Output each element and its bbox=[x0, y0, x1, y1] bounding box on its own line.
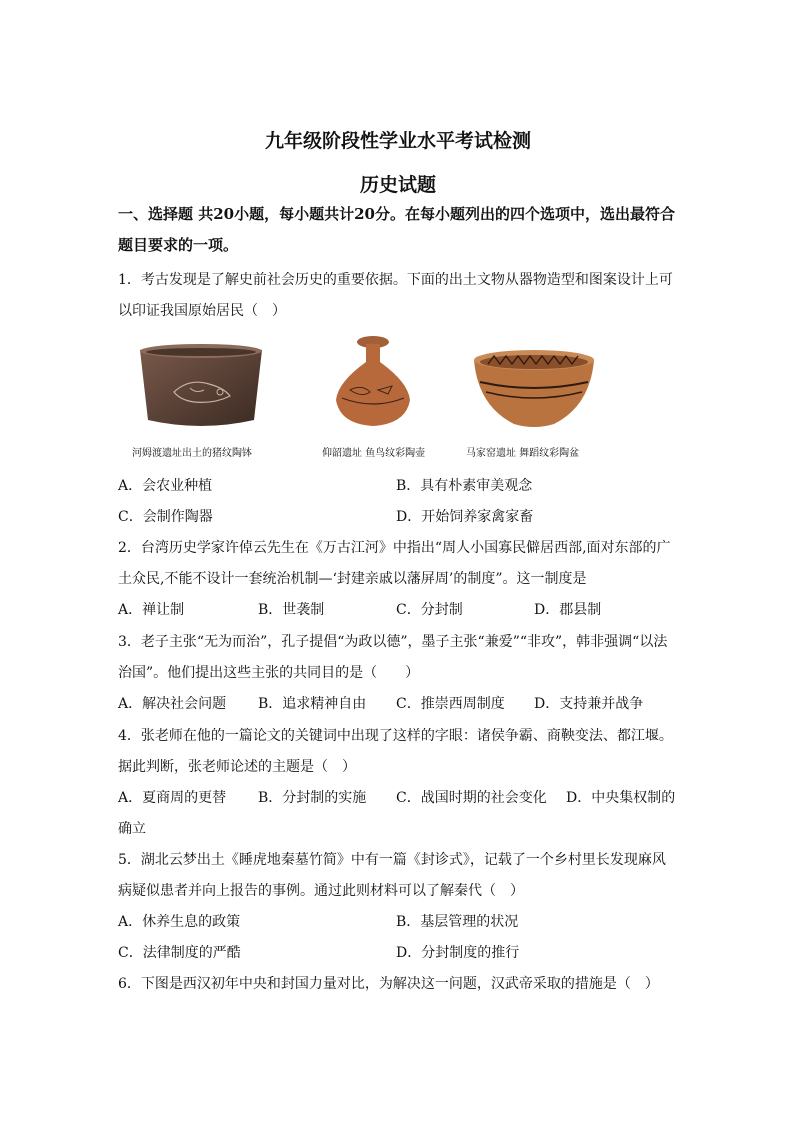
question-5-stem: 5．湖北云梦出土《睡虎地秦墓竹简》中有一篇《封诊式》，记载了一个乡村里长发现麻风病疑似患者并向上报告的事例。通过此则材料可以了解秦代（ ） bbox=[118, 852, 666, 899]
question-1-stem: 1．考古发现是了解史前社会历史的重要依据。下面的出土文物从器物造型和图案设计上可以印证我国原始居民（ ） bbox=[118, 272, 673, 319]
caption-hemudu: 河姆渡遗址出土的猪纹陶钵 bbox=[132, 448, 252, 459]
q3-option-b[interactable]: B．追求精神自由 bbox=[258, 696, 367, 712]
caption-yangshao: 仰韶遗址 鱼鸟纹彩陶壶 bbox=[322, 448, 426, 459]
q2-option-a[interactable]: A．禅让制 bbox=[118, 602, 185, 618]
q4-option-d-wrap: 确立 bbox=[118, 821, 146, 837]
q2-option-c[interactable]: C．分封制 bbox=[396, 602, 463, 618]
caption-majiayao: 马家窑遗址 舞蹈纹彩陶盆 bbox=[466, 448, 580, 459]
q5-option-a[interactable]: A．休养生息的政策 bbox=[118, 914, 241, 930]
q4-option-c[interactable]: C．战国时期的社会变化 bbox=[396, 790, 547, 806]
dance-pattern-painted-basin-image bbox=[470, 346, 598, 430]
q1-option-b[interactable]: B．具有朴素审美观念 bbox=[396, 478, 533, 494]
q4-option-a[interactable]: A．夏商周的更替 bbox=[118, 790, 227, 806]
question-3-stem: 3．老子主张“无为而治”，孔子提倡“为政以德”，墨子主张“兼爱”“非攻”，韩非强调“以法治国”。他们提出这些主张的共同目的是（ ） bbox=[118, 634, 668, 681]
question-2-stem: 2．台湾历史学家许倬云先生在《万古江河》中指出“周人小国寡民僻居西部,面对东部的广土众民,不能不设计一套统治机制—‘封建亲戚以藩屏周’的制度”。这一制度是 bbox=[118, 540, 671, 587]
q5-option-c[interactable]: C．法律制度的严酷 bbox=[118, 945, 241, 961]
q4-option-b[interactable]: B．分封制的实施 bbox=[258, 790, 367, 806]
exam-subtitle: 历史试题 bbox=[359, 174, 436, 196]
q1-option-d[interactable]: D．开始饲养家禽家畜 bbox=[396, 509, 534, 525]
q2-option-d[interactable]: D．郡县制 bbox=[534, 602, 602, 618]
q5-option-d[interactable]: D．分封制度的推行 bbox=[396, 945, 520, 961]
q3-option-d[interactable]: D．支持兼并战争 bbox=[534, 696, 644, 712]
q3-option-a[interactable]: A．解决社会问题 bbox=[118, 696, 227, 712]
question-4-stem: 4．张老师在他的一篇论文的关键词中出现了这样的字眼：诸侯争霸、商鞅变法、都江堰。据此判断，张老师论述的主题是（ ） bbox=[118, 728, 673, 775]
q5-option-b[interactable]: B．基层管理的状况 bbox=[396, 914, 519, 930]
q3-option-c[interactable]: C．推崇西周制度 bbox=[396, 696, 505, 712]
fish-bird-painted-pot-image bbox=[328, 332, 418, 432]
q4-option-d[interactable]: D．中央集权制的 bbox=[566, 790, 676, 806]
q1-option-a[interactable]: A．会农业种植 bbox=[118, 478, 213, 494]
pig-pattern-pottery-bowl-image bbox=[134, 340, 268, 432]
question-6-stem: 6．下图是西汉初年中央和封国力量对比，为解决这一问题，汉武帝采取的措施是（ ） bbox=[118, 976, 659, 992]
q1-option-c[interactable]: C．会制作陶器 bbox=[118, 509, 213, 525]
exam-title: 九年级阶段性学业水平考试检测 bbox=[264, 130, 531, 152]
q2-option-b[interactable]: B．世袭制 bbox=[258, 602, 325, 618]
section-heading: 一、选择题 共20小题，每小题共计20分。在每小题列出的四个选项中，选出最符合题目要求的一项。 bbox=[118, 205, 675, 254]
